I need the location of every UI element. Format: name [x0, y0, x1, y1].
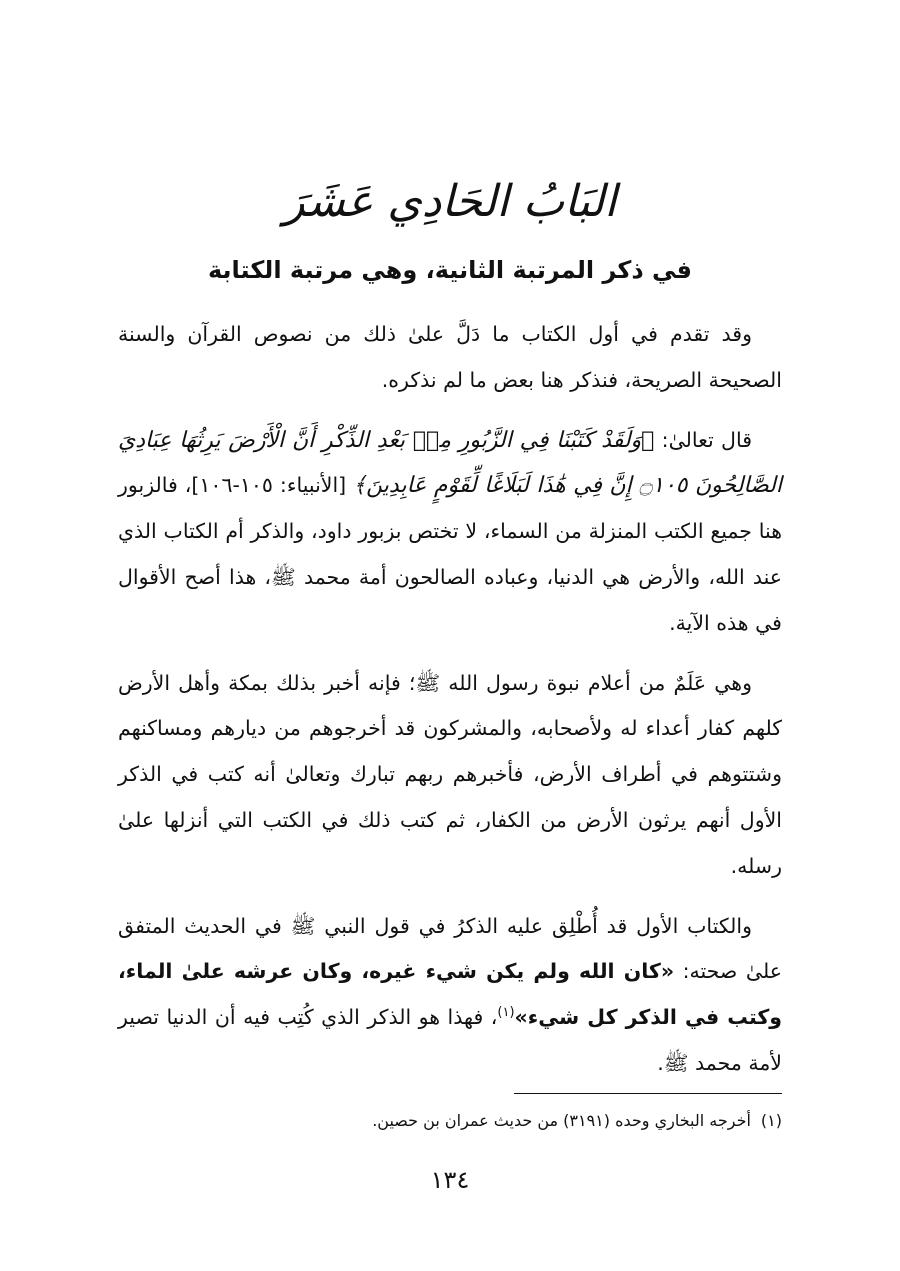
paragraph-3: وهي عَلَمٌ من أعلام نبوة رسول الله ﷺ؛ فإنه أخبر بذلك بمكة وأهل الأرض كلهم كفار أعداء له ولأصحابه، والمشركون قد أخرجوهم من ديارهم ومساكنهم وشتتوهم في أطراف الأرض، فأخبرهم ربهم تبارك وتعالىٰ أنه كتب في الذكر الأول أنهم يرثون الأرض من الكفار، ثم كتب ذلك في الكتب التي أنزلها علىٰ رسله.	[118, 670, 782, 878]
paragraph-2-rest: [الأنبياء: ١٠٥-١٠٦]، فالزبور هنا جميع الكتب المنزلة من السماء، لا تختص بزبور داود، والذكر أم الكتاب الذي عند الله، والأرض هي الدنيا، وعباده الصالحون أمة محمد ﷺ، هذا أصح الأقوال في هذه الآية.	[118, 473, 782, 635]
footnote-marker: (١)	[760, 1111, 782, 1130]
page-number: ١٣٤	[430, 1166, 470, 1194]
paragraph-4-intro: والكتاب الأول قد أُطْلِق عليه الذكرُ في قول النبي ﷺ في الحديث المتفق علىٰ صحته:	[118, 913, 782, 984]
footnote-text: أخرجه البخاري وحده (٣١٩١) من حديث عمران بن حصين.	[372, 1111, 751, 1130]
footnote	[118, 1106, 782, 1136]
chapter-subtitle: في ذكر المرتبة الثانية، وهي مرتبة الكتابة	[207, 256, 693, 284]
paragraph-4	[118, 904, 782, 1087]
footnote-divider	[514, 1093, 782, 1094]
paragraph-1: وقد تقدم في أول الكتاب ما دَلَّ علىٰ ذلك من نصوص القرآن والسنة الصحيحة الصريحة، فنذكر هنا بعض ما لم نذكره.	[118, 322, 782, 392]
quran-verse: ﴿وَلَقَدْ كَتَبْنَا فِي الزَّبُورِ مِنۢ بَعْدِ الذِّكْرِ أَنَّ الْأَرْضَ يَرِثُهَا عِبَادِيَ الصَّالِحُونَ ۝١٠٥ إِنَّ فِي هَٰذَا لَبَلَاغًا لِّقَوْمٍ عَابِدِينَ﴾	[118, 427, 782, 499]
paragraph-2	[118, 418, 782, 647]
body-text	[118, 312, 782, 1101]
footnote-reference: (١)	[497, 1005, 515, 1021]
paragraph-4-rest: ، فهذا هو الذكر الذي كُتِب فيه أن الدنيا تصير لأمة محمد ﷺ.	[118, 1005, 782, 1075]
hadith-quote: «كان الله ولم يكن شيء غيره، وكان عرشه علىٰ الماء، وكتب في الذكر كل شيء»	[118, 959, 783, 1030]
paragraph-2-intro: قال تعالىٰ:	[654, 427, 752, 452]
chapter-title: البَابُ الحَادِي عَشَرَ	[283, 176, 617, 227]
